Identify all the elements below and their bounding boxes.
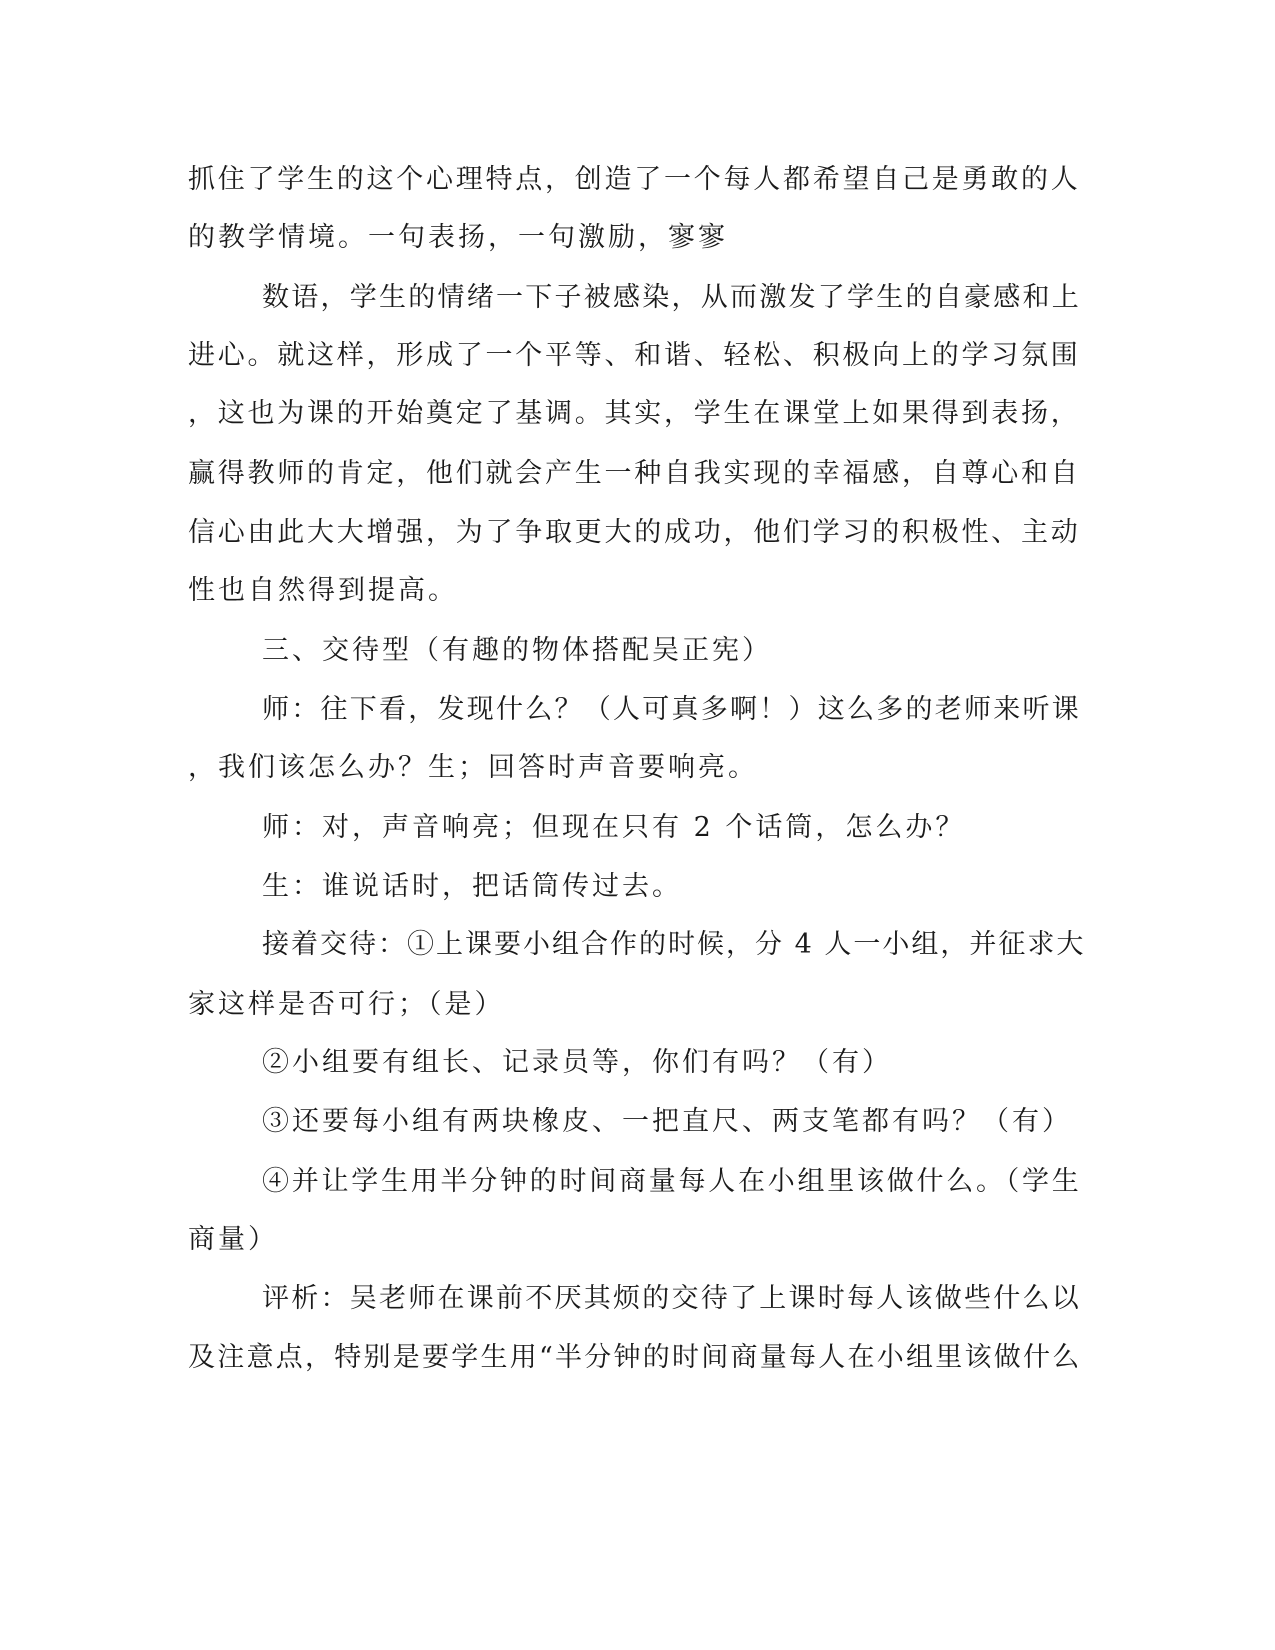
list-item: ②小组要有组长、记录员等，你们有吗？（有） bbox=[262, 1047, 892, 1078]
text-line: 性也自然得到提高。 bbox=[188, 575, 458, 606]
text-line: 及注意点，特别是要学生用“半分钟的时间商量每人在小组里该做什么 bbox=[188, 1342, 1082, 1373]
text-line: 评析：吴老师在课前不厌其烦的交待了上课时每人该做些什么以 bbox=[262, 1283, 1081, 1314]
text-line: 家这样是否可行；（是） bbox=[188, 989, 505, 1020]
text-line: 接着交待：①上课要小组合作的时候，分 4 人一小组，并征求大 bbox=[262, 929, 1086, 960]
text-line: 抓住了学生的这个心理特点，创造了一个每人都希望自己是勇敢的人 bbox=[188, 164, 1081, 195]
text-line: 师：往下看，发现什么？（人可真多啊！）这么多的老师来听课 bbox=[262, 694, 1081, 725]
list-item: ③还要每小组有两块橡皮、一把直尺、两支笔都有吗？（有） bbox=[262, 1106, 1072, 1137]
text-line: 商量） bbox=[188, 1224, 278, 1255]
text-line: 赢得教师的肯定，他们就会产生一种自我实现的幸福感，自尊心和自 bbox=[188, 458, 1081, 489]
text-line: 信心由此大大增强，为了争取更大的成功，他们学习的积极性、主动 bbox=[188, 517, 1081, 548]
text-line: 进心。就这样，形成了一个平等、和谐、轻松、积极向上的学习氛围 bbox=[188, 340, 1081, 371]
text-line: 数语，学生的情绪一下子被感染，从而激发了学生的自豪感和上 bbox=[262, 282, 1081, 313]
text-line: ，这也为课的开始奠定了基调。其实，学生在课堂上如果得到表扬， bbox=[188, 398, 1081, 429]
text-line: 师：对，声音响亮；但现在只有 2 个话筒，怎么办？ bbox=[262, 812, 966, 843]
text-line: 生：谁说话时，把话筒传过去。 bbox=[262, 871, 682, 902]
section-heading: 三、交待型（有趣的物体搭配吴正宪） bbox=[262, 635, 772, 666]
text-line: 的教学情境。一句表扬，一句激励，寥寥 bbox=[188, 222, 728, 253]
list-item: ④并让学生用半分钟的时间商量每人在小组里该做什么。（学生 bbox=[262, 1166, 1082, 1197]
text-line: ，我们该怎么办？生；回答时声音要响亮。 bbox=[188, 752, 758, 783]
